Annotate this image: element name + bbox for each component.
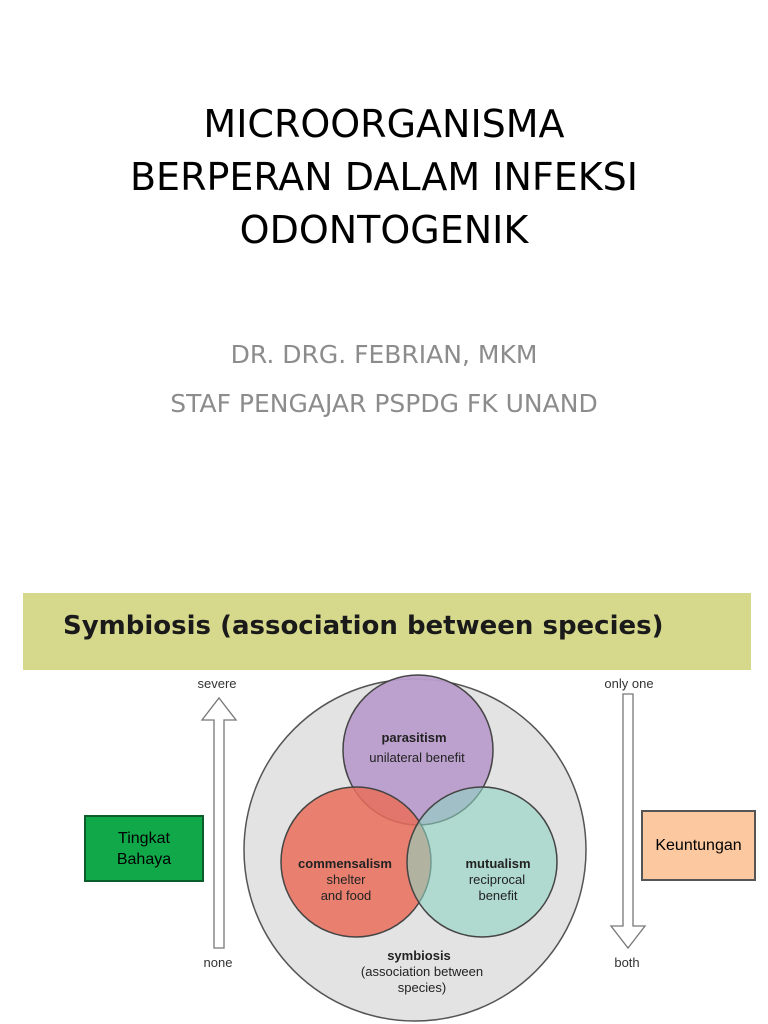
left-arrow-bottom-label: none [203,955,233,970]
commensalism-label: commensalism [298,856,392,871]
author-name: DR. DRG. FEBRIAN, MKM [230,340,538,369]
tingkat-bahaya-line-1: Tingkat [118,829,170,847]
slide-subtitle [0,330,768,428]
mutualism-desc-2: benefit [478,888,518,903]
commensalism-desc-1: shelter [326,872,366,887]
severity-arrow-up [202,698,236,948]
right-arrow-bottom-label: both [614,955,640,970]
title-line-1: MICROORGANISMA [203,102,565,146]
title-line-3: ODONTOGENIK [239,208,529,252]
title-line-2: BERPERAN DALAM INFEKSI [129,155,638,199]
slide-title [0,98,768,257]
right-arrow-top-label: only one [604,676,654,691]
symbiosis-desc-2: species) [397,980,447,995]
commensalism-desc-2: and food [320,888,372,903]
author-affiliation: STAF PENGAJAR PSPDG FK UNAND [170,389,598,418]
symbiosis-desc-1: (association between [360,964,484,979]
tingkat-bahaya-line-2: Bahaya [116,850,172,868]
tingkat-bahaya-box [84,815,204,882]
benefit-arrow-down [611,694,645,948]
mutualism-label: mutualism [465,856,531,871]
keuntungan-label: Keuntungan [655,836,742,854]
diagram-heading: Symbiosis (association between species) [63,611,664,641]
keuntungan-box [641,810,756,881]
parasitism-desc: unilateral benefit [369,750,465,765]
mutualism-desc-1: reciprocal [468,872,526,887]
left-arrow-top-label: severe [197,676,237,691]
diagram-heading-banner [23,593,751,670]
symbiosis-label: symbiosis [387,948,451,963]
parasitism-label: parasitism [381,730,447,745]
